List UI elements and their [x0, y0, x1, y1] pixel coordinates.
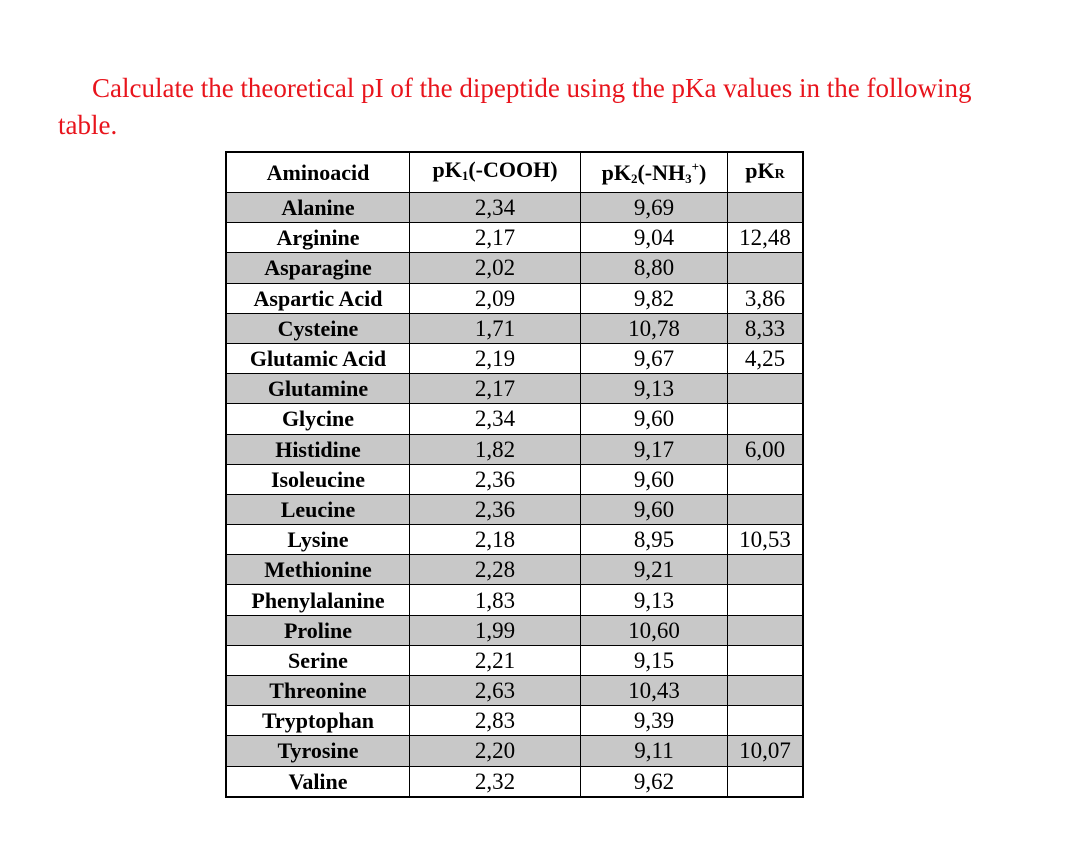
- table-row: [226, 676, 803, 706]
- cell-pk1: 2,17: [410, 223, 581, 253]
- cell-pk2: 9,13: [581, 374, 728, 404]
- cell-aminoacid: Alanine: [226, 193, 410, 223]
- cell-pkr: [728, 766, 804, 797]
- cell-pk1: 2,83: [410, 706, 581, 736]
- table-row: [226, 193, 803, 223]
- table-row: [226, 585, 803, 615]
- cell-pk1: 2,36: [410, 494, 581, 524]
- table-row: [226, 645, 803, 675]
- table-row: [226, 766, 803, 797]
- cell-pk2: 9,21: [581, 555, 728, 585]
- cell-aminoacid: Isoleucine: [226, 464, 410, 494]
- cell-pk2: 9,60: [581, 494, 728, 524]
- table-row: [226, 343, 803, 373]
- table-header-row: [226, 152, 803, 193]
- cell-pk2: 9,11: [581, 736, 728, 766]
- cell-pk2: 10,43: [581, 676, 728, 706]
- cell-pk1: 2,20: [410, 736, 581, 766]
- cell-pk1: 2,34: [410, 193, 581, 223]
- cell-pk1: 1,99: [410, 615, 581, 645]
- table-row: [226, 706, 803, 736]
- cell-pk2: 10,60: [581, 615, 728, 645]
- table-row: [226, 434, 803, 464]
- cell-pkr: [728, 253, 804, 283]
- cell-pk1: 2,17: [410, 374, 581, 404]
- cell-pkr: [728, 585, 804, 615]
- table-row: [226, 283, 803, 313]
- cell-aminoacid: Threonine: [226, 676, 410, 706]
- cell-pkr: [728, 645, 804, 675]
- cell-pkr: [728, 494, 804, 524]
- table-row: [226, 464, 803, 494]
- cell-pk1: 2,28: [410, 555, 581, 585]
- cell-pk2: 9,82: [581, 283, 728, 313]
- cell-aminoacid: Leucine: [226, 494, 410, 524]
- cell-pk2: 8,80: [581, 253, 728, 283]
- cell-aminoacid: Valine: [226, 766, 410, 797]
- table-row: [226, 494, 803, 524]
- cell-pk1: 2,36: [410, 464, 581, 494]
- cell-aminoacid: Glutamic Acid: [226, 343, 410, 373]
- cell-aminoacid: Glycine: [226, 404, 410, 434]
- pka-table: [225, 151, 804, 798]
- cell-pk2: 9,67: [581, 343, 728, 373]
- question-text: [58, 70, 1018, 144]
- cell-pk2: 9,69: [581, 193, 728, 223]
- cell-pk2: 9,60: [581, 404, 728, 434]
- cell-pk2: 9,62: [581, 766, 728, 797]
- cell-pk1: 2,21: [410, 645, 581, 675]
- cell-aminoacid: Lysine: [226, 525, 410, 555]
- table-row: [226, 525, 803, 555]
- cell-aminoacid: Tyrosine: [226, 736, 410, 766]
- table-row: [226, 404, 803, 434]
- cell-pkr: 6,00: [728, 434, 804, 464]
- cell-pkr: [728, 374, 804, 404]
- cell-aminoacid: Histidine: [226, 434, 410, 464]
- cell-aminoacid: Arginine: [226, 223, 410, 253]
- cell-pkr: 10,53: [728, 525, 804, 555]
- cell-pk1: 1,71: [410, 313, 581, 343]
- cell-pk2: 10,78: [581, 313, 728, 343]
- cell-pk1: 2,32: [410, 766, 581, 797]
- header-pk1: $pK_1(-COOH)$: [410, 152, 581, 193]
- cell-aminoacid: Cysteine: [226, 313, 410, 343]
- cell-pkr: [728, 464, 804, 494]
- cell-aminoacid: Phenylalanine: [226, 585, 410, 615]
- cell-pkr: 3,86: [728, 283, 804, 313]
- cell-pk1: 2,18: [410, 525, 581, 555]
- cell-pk1: 2,63: [410, 676, 581, 706]
- cell-pkr: [728, 404, 804, 434]
- cell-aminoacid: Aspartic Acid: [226, 283, 410, 313]
- header-pkr: pKR: [728, 152, 804, 193]
- cell-pk2: 8,95: [581, 525, 728, 555]
- cell-aminoacid: Tryptophan: [226, 706, 410, 736]
- cell-pk1: 1,83: [410, 585, 581, 615]
- table-row: [226, 615, 803, 645]
- cell-pkr: 4,25: [728, 343, 804, 373]
- cell-pkr: 12,48: [728, 223, 804, 253]
- table-row: [226, 223, 803, 253]
- table-row: [226, 313, 803, 343]
- cell-pkr: [728, 676, 804, 706]
- cell-aminoacid: Asparagine: [226, 253, 410, 283]
- cell-aminoacid: Proline: [226, 615, 410, 645]
- cell-aminoacid: Methionine: [226, 555, 410, 585]
- cell-pk2: 9,13: [581, 585, 728, 615]
- cell-pk2: 9,39: [581, 706, 728, 736]
- cell-pk2: 9,60: [581, 464, 728, 494]
- question-text-content: Calculate the theoretical pI of the dipeptide using the pKa values in the following table.: [58, 73, 972, 140]
- cell-pk1: 2,19: [410, 343, 581, 373]
- cell-pkr: [728, 615, 804, 645]
- cell-pkr: 8,33: [728, 313, 804, 343]
- cell-pkr: [728, 706, 804, 736]
- cell-pk2: 9,15: [581, 645, 728, 675]
- header-aminoacid: Aminoacid: [226, 152, 410, 193]
- header-pk2: $pK_2(-NH_3^+)$: [581, 152, 728, 193]
- cell-pk2: 9,17: [581, 434, 728, 464]
- cell-pkr: [728, 555, 804, 585]
- cell-pk1: 2,02: [410, 253, 581, 283]
- table-row: [226, 736, 803, 766]
- cell-pk1: 1,82: [410, 434, 581, 464]
- cell-pk1: 2,09: [410, 283, 581, 313]
- table-body: [226, 193, 803, 797]
- cell-pkr: [728, 193, 804, 223]
- cell-aminoacid: Serine: [226, 645, 410, 675]
- cell-pk2: 9,04: [581, 223, 728, 253]
- table-row: [226, 374, 803, 404]
- cell-pkr: 10,07: [728, 736, 804, 766]
- table-row: [226, 555, 803, 585]
- cell-aminoacid: Glutamine: [226, 374, 410, 404]
- cell-pk1: 2,34: [410, 404, 581, 434]
- table-row: [226, 253, 803, 283]
